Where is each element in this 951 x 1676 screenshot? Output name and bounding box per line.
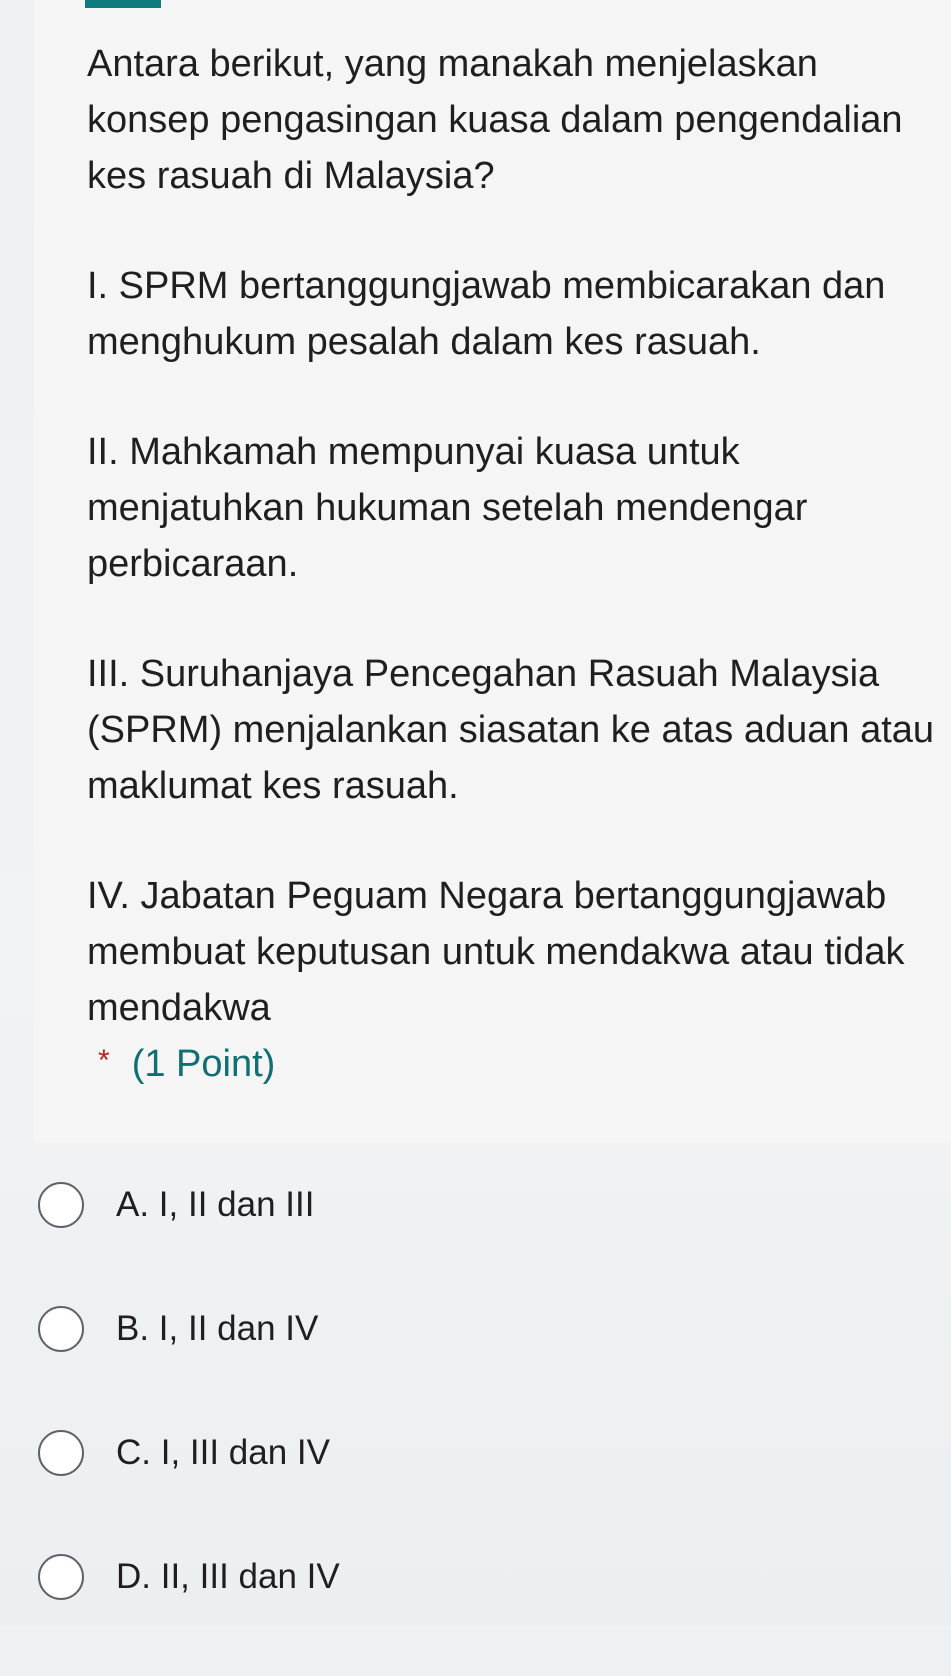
option-a[interactable] bbox=[38, 1180, 938, 1304]
statement-i: I. SPRM bertanggungjawab membicarakan dan menghukum pesalah dalam kes rasuah. bbox=[87, 265, 886, 363]
option-d-label[interactable]: D. II, III dan IV bbox=[116, 1557, 340, 1596]
radio-button-c[interactable] bbox=[38, 1430, 84, 1476]
statement-ii: II. Mahkamah mempunyai kuasa untuk menjatuhkan hukuman setelah mendengar perbicaraan. bbox=[87, 431, 808, 585]
question-stem: Antara berikut, yang manakah menjelaskan konsep pengasingan kuasa dalam pengendalian kes rasuah di Malaysia? bbox=[87, 43, 903, 197]
option-d[interactable] bbox=[38, 1552, 938, 1676]
option-b-label[interactable]: B. I, II dan IV bbox=[116, 1309, 319, 1348]
question-text bbox=[87, 36, 937, 1036]
option-b[interactable] bbox=[38, 1304, 938, 1428]
answer-options bbox=[38, 1180, 938, 1676]
points-label: (1 Point) bbox=[131, 1043, 276, 1085]
radio-button-a[interactable] bbox=[38, 1182, 84, 1228]
statement-iv: IV. Jabatan Peguam Negara bertanggungjawab membuat keputusan untuk mendakwa atau tidak mendakwa bbox=[87, 875, 905, 1029]
radio-button-d[interactable] bbox=[38, 1554, 84, 1600]
statement-iii: III. Suruhanjaya Pencegahan Rasuah Malaysia (SPRM) menjalankan siasatan ke atas aduan atau maklumat kes rasuah. bbox=[87, 653, 935, 807]
question-accent-bar bbox=[85, 0, 161, 8]
required-marker: * bbox=[98, 1044, 110, 1077]
option-c[interactable] bbox=[38, 1428, 938, 1552]
question-points bbox=[98, 1036, 275, 1095]
option-a-label[interactable]: A. I, II dan III bbox=[116, 1185, 315, 1224]
radio-button-b[interactable] bbox=[38, 1306, 84, 1352]
option-c-label[interactable]: C. I, III dan IV bbox=[116, 1433, 330, 1472]
